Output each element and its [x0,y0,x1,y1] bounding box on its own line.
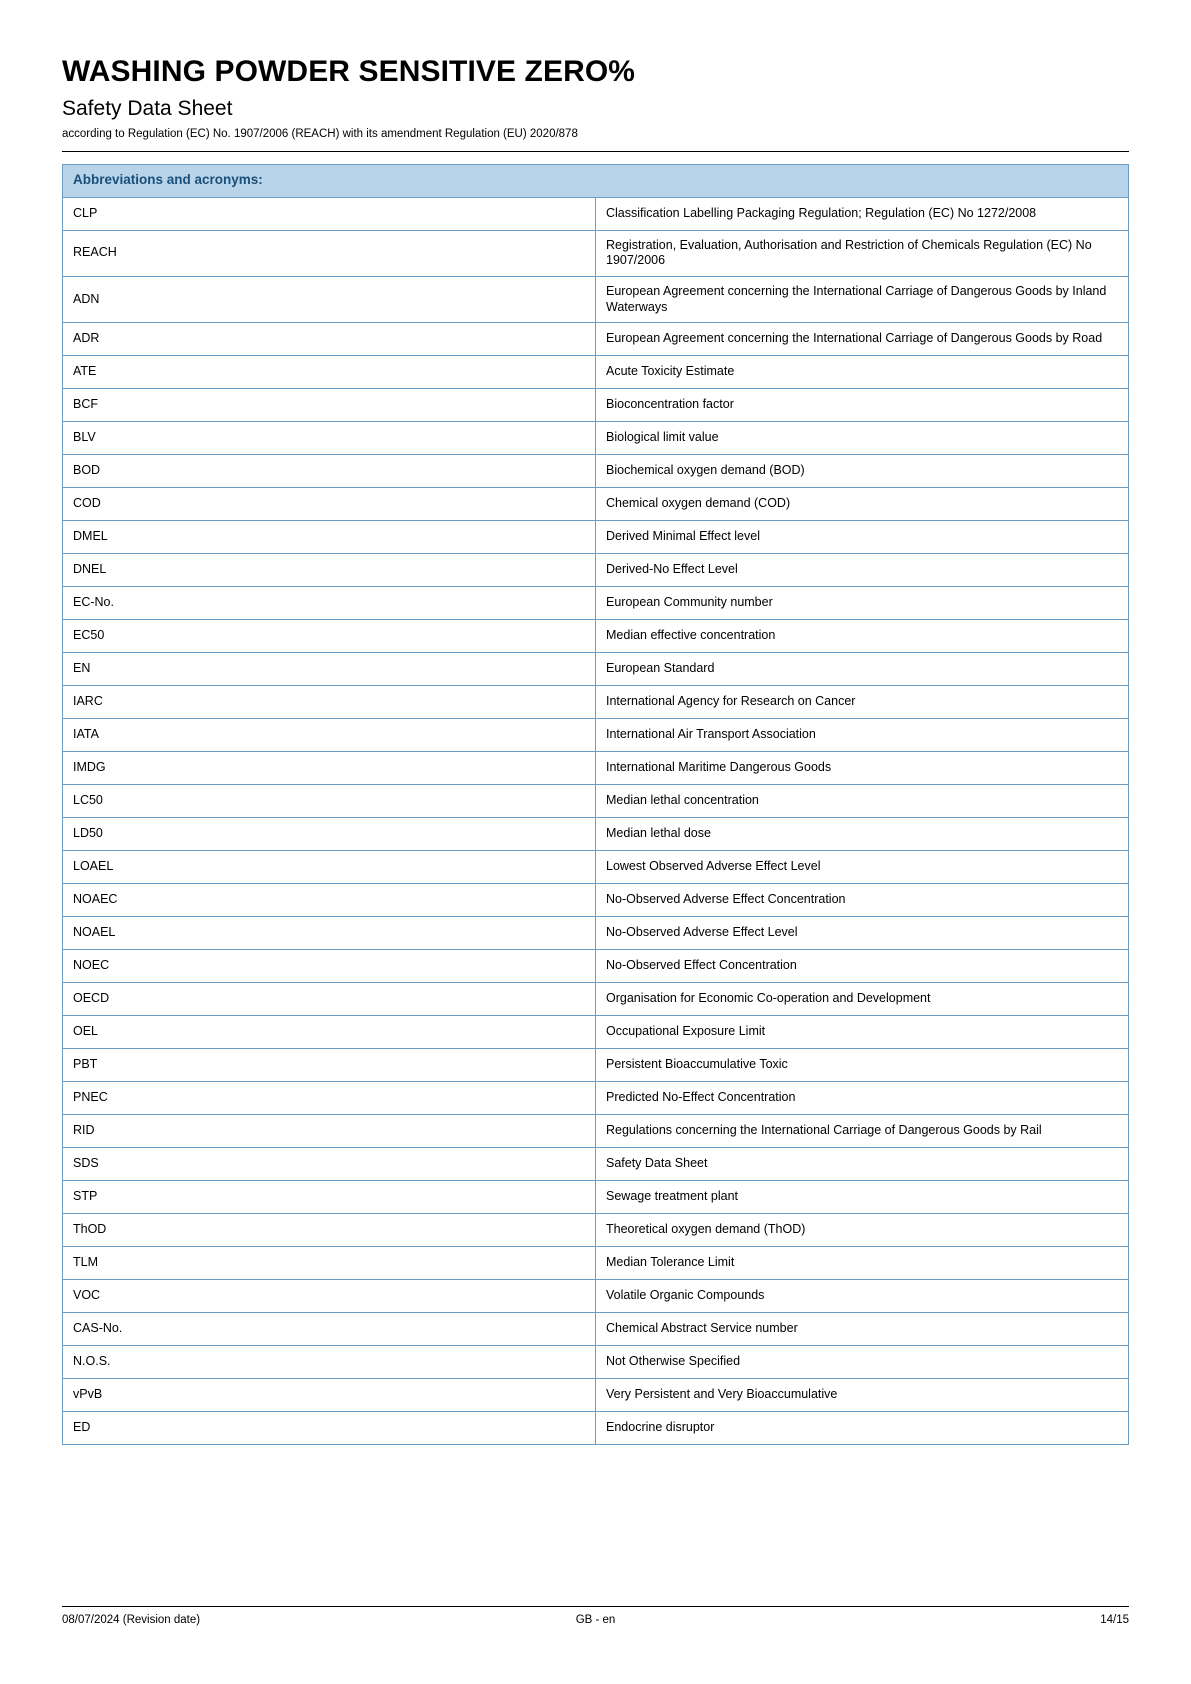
abbreviation-key: ED [63,1412,596,1445]
table-row [63,653,1129,686]
abbreviation-key: CAS-No. [63,1313,596,1346]
page-title: WASHING POWDER SENSITIVE ZERO% [62,55,636,88]
abbreviation-definition: International Agency for Research on Cancer [596,686,1129,719]
table-row [63,455,1129,488]
abbreviation-key: NOAEL [63,917,596,950]
table-body [63,197,1129,1445]
table-row [63,1115,1129,1148]
abbreviation-key: CLP [63,197,596,230]
abbreviation-definition: Predicted No-Effect Concentration [596,1082,1129,1115]
abbreviation-definition: Not Otherwise Specified [596,1346,1129,1379]
abbreviation-key: BLV [63,422,596,455]
abbreviation-key: BOD [63,455,596,488]
abbreviation-definition: International Air Transport Association [596,719,1129,752]
table-row [63,1016,1129,1049]
table-row [63,884,1129,917]
table-head-row [63,164,1129,197]
abbreviation-key: ATE [63,356,596,389]
abbreviation-definition: European Community number [596,587,1129,620]
abbreviation-key: DNEL [63,554,596,587]
table-row [63,323,1129,356]
table-row [63,389,1129,422]
abbreviation-definition: European Agreement concerning the International Carriage of Dangerous Goods by Road [596,323,1129,356]
abbreviation-definition: Biological limit value [596,422,1129,455]
abbreviation-definition: Median effective concentration [596,620,1129,653]
abbreviation-key: COD [63,488,596,521]
table-row [63,488,1129,521]
table-row [63,950,1129,983]
abbreviation-key: BCF [63,389,596,422]
table-row [63,1247,1129,1280]
abbreviation-key: PNEC [63,1082,596,1115]
table-row [63,276,1129,322]
abbreviation-key: IATA [63,719,596,752]
abbreviation-definition: Lowest Observed Adverse Effect Level [596,851,1129,884]
abbreviation-definition: Median lethal concentration [596,785,1129,818]
abbreviation-definition: Derived Minimal Effect level [596,521,1129,554]
abbreviation-key: N.O.S. [63,1346,596,1379]
abbreviation-key: ThOD [63,1214,596,1247]
abbreviation-definition: Biochemical oxygen demand (BOD) [596,455,1129,488]
abbreviation-key: VOC [63,1280,596,1313]
abbreviation-definition: No-Observed Effect Concentration [596,950,1129,983]
table-row [63,1214,1129,1247]
table-row [63,1082,1129,1115]
abbreviation-key: ADN [63,276,596,322]
abbreviation-key: NOEC [63,950,596,983]
table-row [63,1379,1129,1412]
table-row [63,719,1129,752]
abbreviations-table [62,164,1129,1446]
abbreviation-key: EN [63,653,596,686]
section-heading: Abbreviations and acronyms: [63,164,1129,197]
abbreviation-definition: Median lethal dose [596,818,1129,851]
table-row [63,851,1129,884]
abbreviation-definition: International Maritime Dangerous Goods [596,752,1129,785]
abbreviation-definition: No-Observed Adverse Effect Level [596,917,1129,950]
table-row [63,1148,1129,1181]
table-row [63,917,1129,950]
abbreviation-definition: Derived-No Effect Level [596,554,1129,587]
abbreviation-definition: Chemical Abstract Service number [596,1313,1129,1346]
table-row [63,356,1129,389]
table-row [63,554,1129,587]
table-row [63,587,1129,620]
abbreviation-definition: Registration, Evaluation, Authorisation and Restriction of Chemicals Regulation (EC) No 1907/2006 [596,230,1129,276]
table-head [63,164,1129,197]
abbreviation-definition: Theoretical oxygen demand (ThOD) [596,1214,1129,1247]
abbreviation-key: OEL [63,1016,596,1049]
abbreviation-definition: European Agreement concerning the International Carriage of Dangerous Goods by Inland Waterways [596,276,1129,322]
table-row [63,1181,1129,1214]
abbreviation-definition: European Standard [596,653,1129,686]
abbreviation-definition: Acute Toxicity Estimate [596,356,1129,389]
table-row [63,197,1129,230]
table-row [63,1346,1129,1379]
footer-divider [62,1606,1129,1607]
abbreviation-key: REACH [63,230,596,276]
abbreviation-key: DMEL [63,521,596,554]
abbreviation-key: EC50 [63,620,596,653]
abbreviation-key: vPvB [63,1379,596,1412]
table-row [63,818,1129,851]
abbreviation-definition: Regulations concerning the International Carriage of Dangerous Goods by Rail [596,1115,1129,1148]
abbreviation-definition: Sewage treatment plant [596,1181,1129,1214]
abbreviation-definition: Classification Labelling Packaging Regulation; Regulation (EC) No 1272/2008 [596,197,1129,230]
abbreviation-definition: Endocrine disruptor [596,1412,1129,1445]
abbreviation-key: RID [63,1115,596,1148]
abbreviation-definition: Occupational Exposure Limit [596,1016,1129,1049]
table-row [63,521,1129,554]
abbreviation-key: LC50 [63,785,596,818]
table-row [63,1280,1129,1313]
abbreviation-definition: Volatile Organic Compounds [596,1280,1129,1313]
abbreviation-key: STP [63,1181,596,1214]
table-row [63,752,1129,785]
footer-revision-date: 08/07/2024 (Revision date) [62,1614,201,1626]
abbreviation-key: IMDG [63,752,596,785]
abbreviation-definition: No-Observed Adverse Effect Concentration [596,884,1129,917]
table-row [63,1049,1129,1082]
page-footer [62,1606,1129,1626]
table-row [63,620,1129,653]
table-row [63,785,1129,818]
regulation-reference: according to Regulation (EC) No. 1907/2006 (REACH) with its amendment Regulation (EU) 2020/878 [62,127,578,140]
table-row [63,1412,1129,1445]
footer-locale: GB - en [575,1614,616,1626]
abbreviation-key: LOAEL [63,851,596,884]
abbreviation-definition: Organisation for Economic Co-operation and Development [596,983,1129,1016]
table-row [63,422,1129,455]
table-row [63,230,1129,276]
abbreviation-key: IARC [63,686,596,719]
abbreviation-definition: Safety Data Sheet [596,1148,1129,1181]
footer-row [62,1614,1129,1626]
abbreviation-definition: Chemical oxygen demand (COD) [596,488,1129,521]
abbreviation-key: LD50 [63,818,596,851]
table-row [63,1313,1129,1346]
abbreviation-key: OECD [63,983,596,1016]
abbreviation-definition: Persistent Bioaccumulative Toxic [596,1049,1129,1082]
abbreviation-key: PBT [63,1049,596,1082]
abbreviation-definition: Very Persistent and Very Bioaccumulative [596,1379,1129,1412]
abbreviation-key: SDS [63,1148,596,1181]
abbreviation-key: EC-No. [63,587,596,620]
footer-page-number: 14/15 [1100,1614,1130,1626]
table-row [63,983,1129,1016]
header-divider [62,151,1129,152]
table-row [63,686,1129,719]
abbreviation-key: ADR [63,323,596,356]
abbreviation-key: TLM [63,1247,596,1280]
document-subtitle: Safety Data Sheet [62,96,233,120]
abbreviation-definition: Median Tolerance Limit [596,1247,1129,1280]
abbreviation-key: NOAEC [63,884,596,917]
abbreviation-definition: Bioconcentration factor [596,389,1129,422]
